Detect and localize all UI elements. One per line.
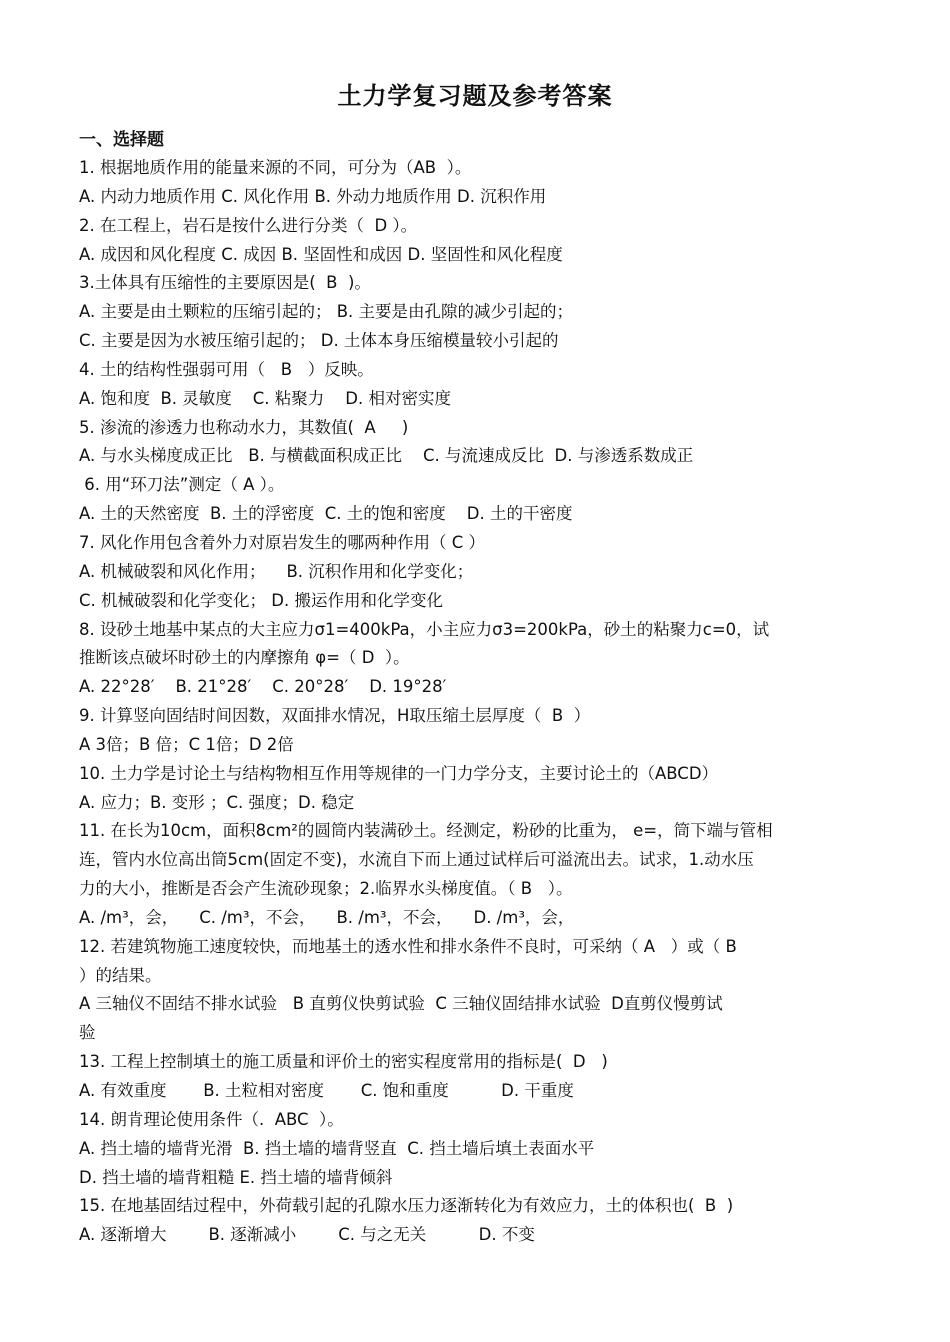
question-text-line: 5. 渗流的渗透力也称动水力，其数值( A ) [79, 417, 409, 437]
question-text-line: 验 [79, 1023, 96, 1043]
question-text-line: 15. 在地基固结过程中，外荷载引起的孔隙水压力逐渐转化为有效应力，土的体积也( B ) [79, 1196, 734, 1216]
question-text-line: 推断该点破坏时砂土的内摩擦角 φ=（ D ）。 [79, 648, 410, 668]
question-text-line: A. 逐渐增大 B. 逐渐减小 C. 与之无关 D. 不变 [79, 1225, 535, 1245]
question-text-line: 14. 朗肯理论使用条件（. ABC ）。 [79, 1109, 344, 1129]
question-text-line: A. 与水头梯度成正比 B. 与横截面积成正比 C. 与流速成反比 D. 与渗透系数成正 [79, 446, 694, 466]
question-text-line: 4. 土的结构性强弱可用（ B ）反映。 [79, 359, 374, 379]
document-title: 土力学复习题及参考答案 [337, 82, 613, 110]
question-text-line: A. 应力；B. 变形 ；C. 强度；D. 稳定 [79, 792, 355, 812]
question-text-line: A 三轴仪不固结不排水试验 B 直剪仪快剪试验 C 三轴仪固结排水试验 D直剪仪慢剪试 [79, 994, 723, 1014]
question-text-line: A. 机械破裂和风化作用； B. 沉积作用和化学变化； [79, 561, 474, 581]
question-text-line: ）的结果。 [79, 965, 162, 985]
question-text-line: 力的大小，推断是否会产生流砂现象；2.临界水头梯度值。（ B ）。 [79, 879, 573, 899]
question-text-line: C. 主要是因为水被压缩引起的； D. 土体本身压缩模量较小引起的 [79, 331, 559, 351]
question-text-line: A 3倍；B 倍；C 1倍；D 2倍 [79, 734, 294, 754]
question-text-line: 1. 根据地质作用的能量来源的不同，可分为（AB ）。 [79, 158, 472, 177]
question-text-line: A. 挡土墙的墙背光滑 B. 挡土墙的墙背竖直 C. 挡土墙后填土表面水平 [79, 1138, 595, 1158]
question-text-line: C. 机械破裂和化学变化； D. 搬运作用和化学变化 [79, 590, 443, 610]
question-list [79, 154, 879, 1250]
question-text-line: 连，管内水位高出筒5cm(固定不变)，水流自下而上通过试样后可溢流出去。试求，1.动水压 [79, 850, 754, 870]
question-text-line: 3.土体具有压缩性的主要原因是( B )。 [79, 273, 371, 293]
question-text-line: A. 饱和度 B. 灵敏度 C. 粘聚力 D. 相对密实度 [79, 388, 451, 408]
question-text-line: A. 主要是由土颗粒的压缩引起的； B. 主要是由孔隙的减少引起的； [79, 302, 574, 322]
question-text-line: A. 有效重度 B. 土粒相对密度 C. 饱和重度 D. 干重度 [79, 1081, 574, 1100]
question-text-line: 13. 工程上控制填土的施工质量和评价土的密实程度常用的指标是( D ) [79, 1052, 608, 1072]
question-text-line: A. 内动力地质作用 C. 风化作用 B. 外动力地质作用 D. 沉积作用 [79, 186, 547, 206]
question-text-line: A. 22°28′ B. 21°28′ C. 20°28′ D. 19°28′ [79, 677, 447, 697]
question-text-line: D. 挡土墙的墙背粗糙 E. 挡土墙的墙背倾斜 [79, 1167, 393, 1187]
question-text-line: 10. 土力学是讨论土与结构物相互作用等规律的一门力学分支，主要讨论土的（ABCD） [79, 763, 719, 783]
question-text-line: 9. 计算竖向固结时间因数，双面排水情况，H取压缩土层厚度（ B ） [79, 706, 591, 726]
question-text-line: A. 土的天然密度 B. 土的浮密度 C. 土的饱和密度 D. 土的干密度 [79, 504, 573, 524]
question-text-line: 12. 若建筑物施工速度较快，而地基土的透水性和排水条件不良时，可采纳（ A ）或（ B [79, 936, 737, 956]
question-text-line: A. 成因和风化程度 C. 成因 B. 坚固性和成因 D. 坚固性和风化程度 [79, 244, 563, 264]
question-text-line: 2. 在工程上，岩石是按什么进行分类（ D ）。 [79, 215, 418, 235]
question-text-line: 7. 风化作用包含着外力对原岩发生的哪两种作用（ C ） [79, 532, 485, 552]
question-text-line: A. /m³，会， C. /m³，不会， B. /m³，不会， D. /m³，会， [79, 907, 575, 927]
question-text-line: 11. 在长为10cm，面积8cm²的圆筒内装满砂土。经测定，粉砂的比重为， e=，筒下端与管相 [79, 821, 773, 841]
question-text-line: 6. 用“环刀法”测定（ A ）。 [79, 475, 285, 495]
section-heading: 一、选择题 [79, 130, 164, 150]
question-text-line: 8. 设砂土地基中某点的大主应力σ1=400kPa，小主应力σ3=200kPa，砂土的粘聚力c=0，试 [79, 619, 770, 639]
